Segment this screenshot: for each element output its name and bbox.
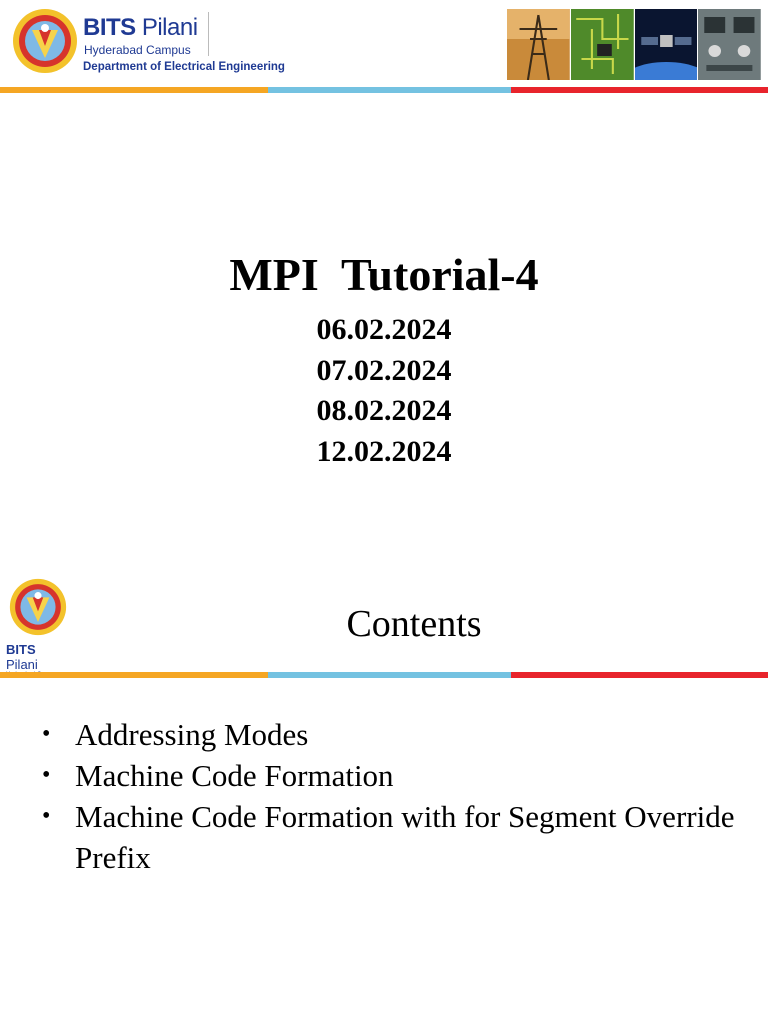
date-list bbox=[0, 310, 768, 472]
department-name: Department of Electrical Engineering bbox=[83, 61, 285, 73]
list-item: • Machine Code Formation bbox=[42, 755, 742, 796]
header-photo-strip bbox=[507, 9, 761, 80]
list-item: • Machine Code Formation with for Segment Override Prefix bbox=[42, 796, 742, 878]
list-item: • Addressing Modes bbox=[42, 714, 742, 755]
color-stripe bbox=[0, 87, 768, 93]
date-item: 06.02.2024 bbox=[316, 313, 452, 346]
power-tower-photo bbox=[507, 9, 570, 80]
circuit-board-photo bbox=[571, 9, 634, 80]
color-stripe bbox=[0, 672, 768, 678]
brand-campus: Hyderabad Campus bbox=[84, 43, 191, 57]
brand-name: BITS Pilani bbox=[83, 14, 198, 41]
brand-divider bbox=[208, 12, 209, 56]
control-panel-photo bbox=[698, 9, 761, 80]
slide-title: MPI Tutorial-4 bbox=[229, 249, 539, 300]
contents-list bbox=[42, 714, 742, 878]
contents-slide bbox=[0, 568, 768, 1024]
bullet-icon: • bbox=[42, 762, 51, 788]
bits-emblem-icon bbox=[12, 8, 78, 74]
date-item: 07.02.2024 bbox=[316, 353, 452, 387]
bullet-icon: • bbox=[42, 721, 51, 747]
satellite-photo bbox=[635, 9, 698, 80]
brand-name: BITS Pilani bbox=[6, 642, 38, 672]
date-item: 12.02.2024 bbox=[316, 434, 452, 468]
date-item: 08.02.2024 bbox=[316, 394, 452, 427]
slide-title: Contents bbox=[346, 603, 482, 645]
bullet-icon: • bbox=[42, 803, 51, 829]
